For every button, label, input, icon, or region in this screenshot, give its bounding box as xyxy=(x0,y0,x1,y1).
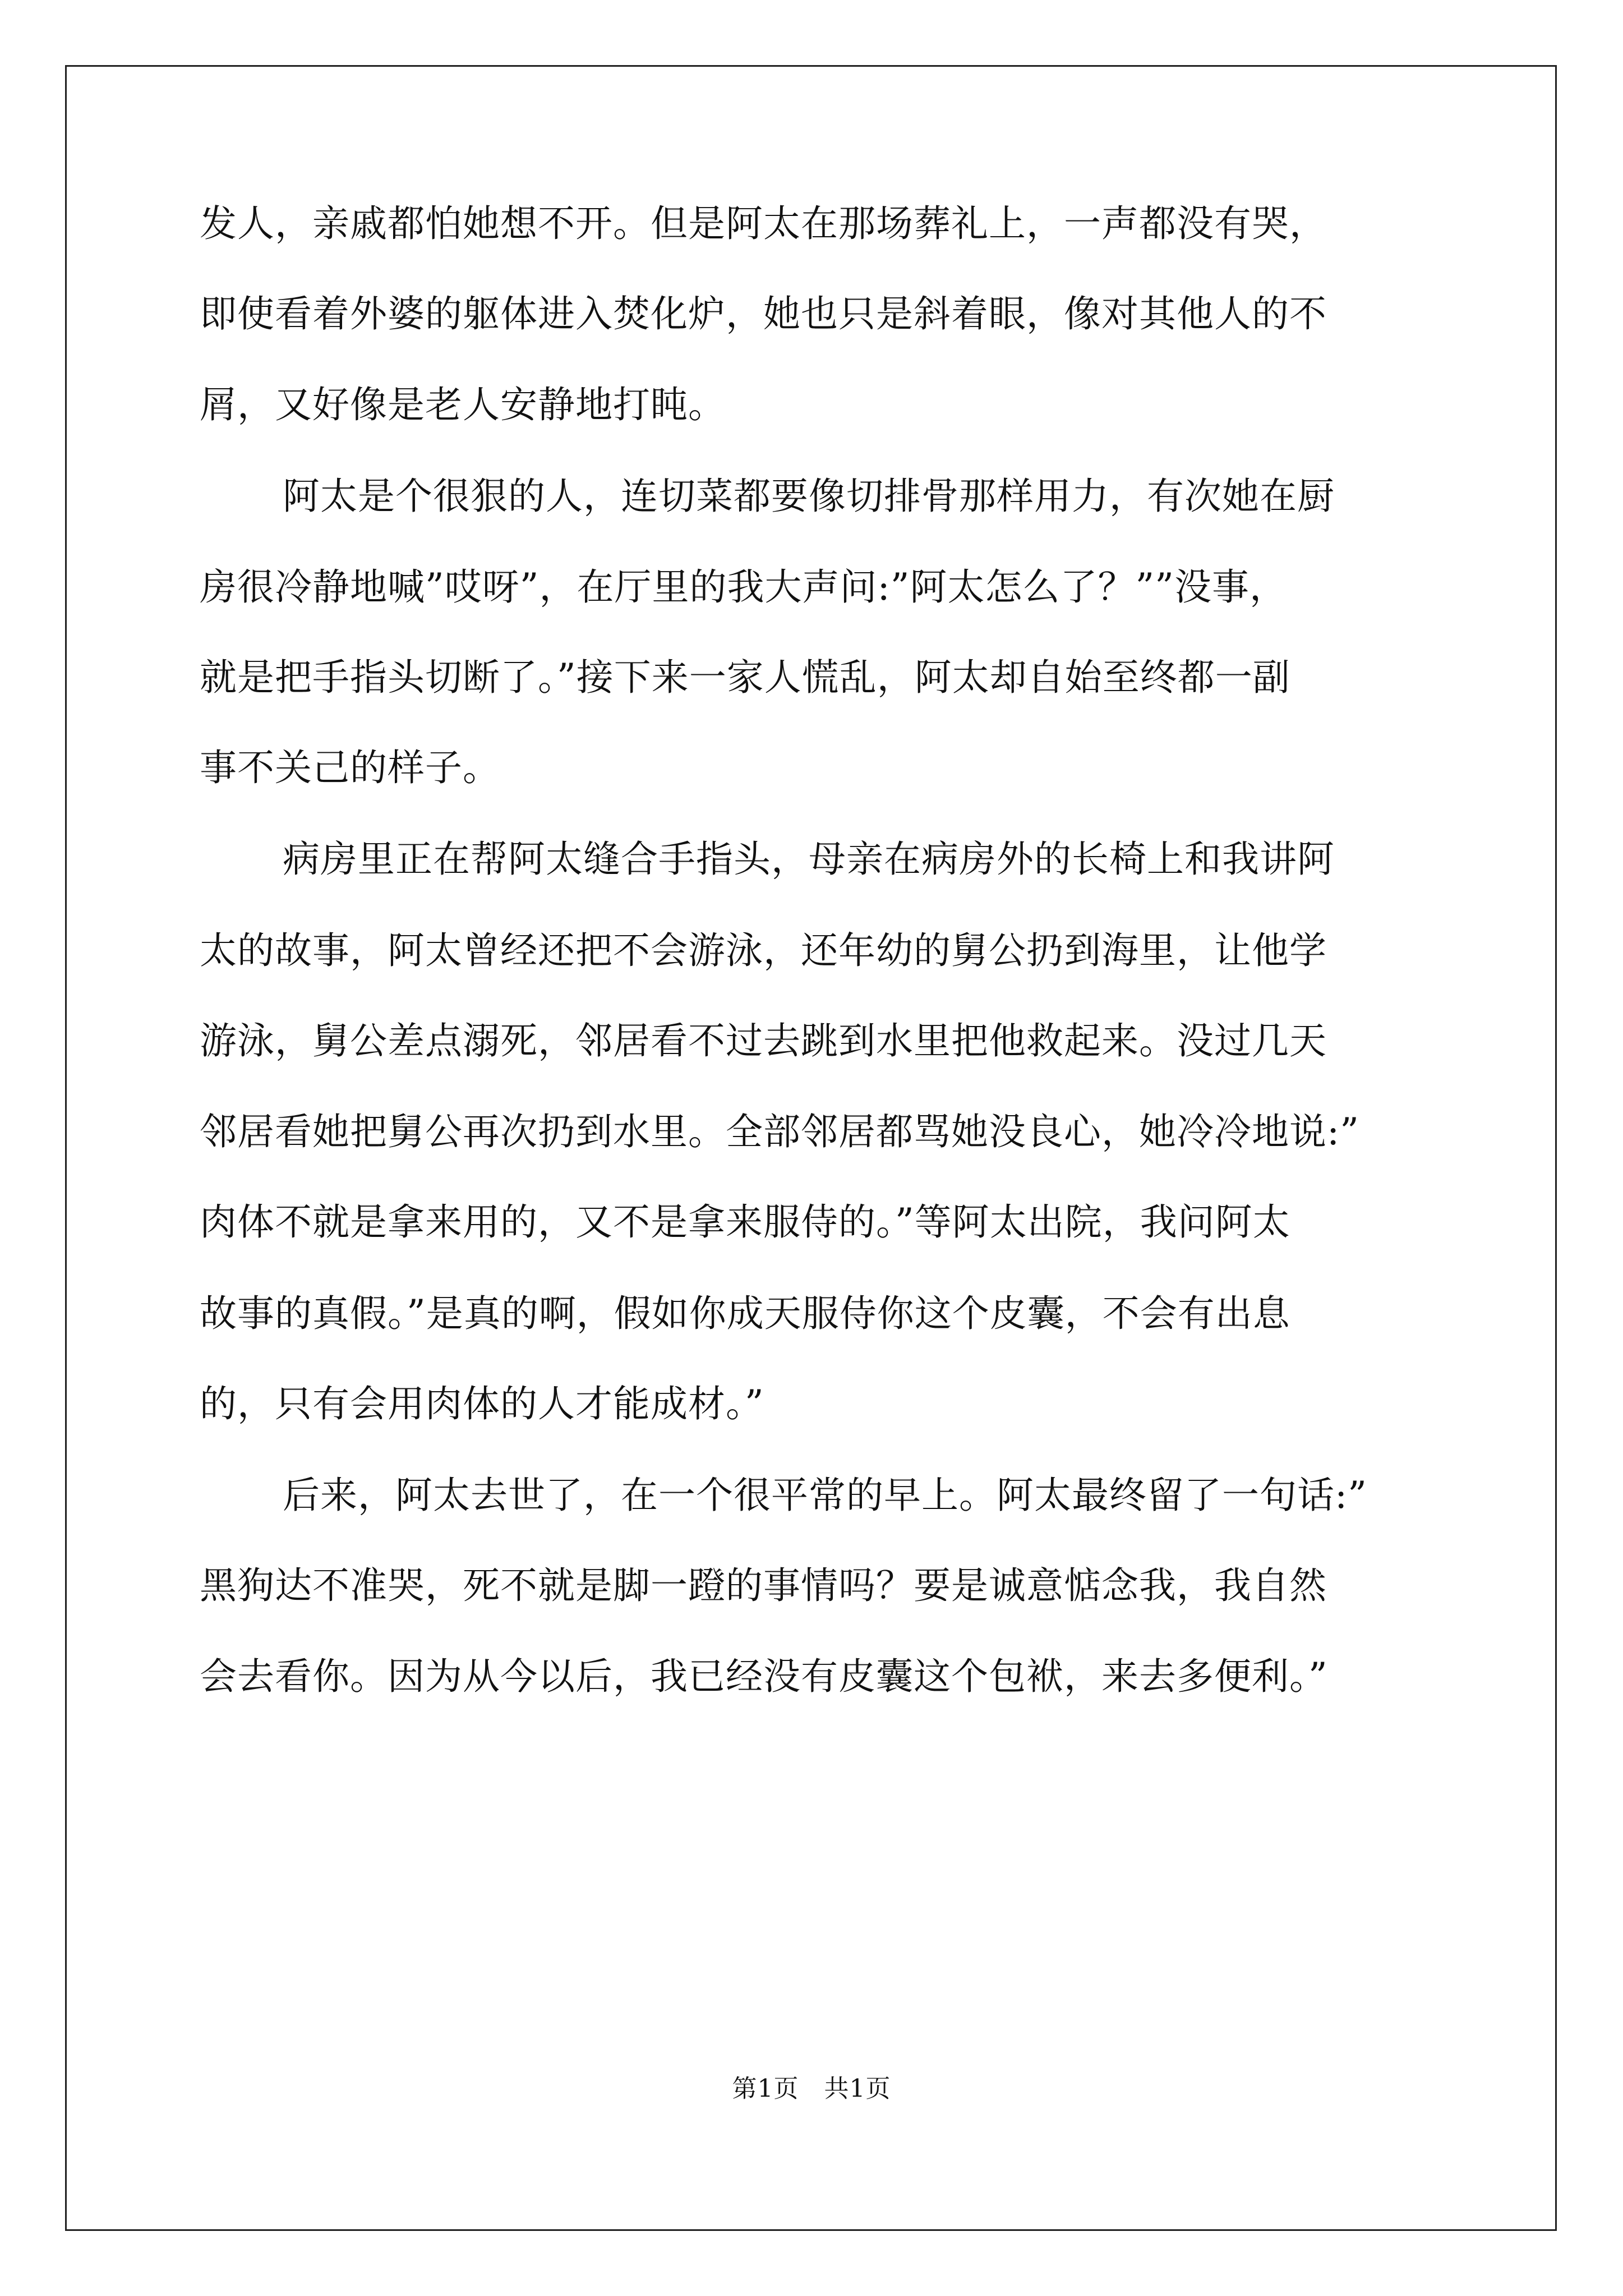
page-number: 第1页 共1页 xyxy=(732,2074,891,2103)
text-line: 黑狗达不准哭，死不就是脚一蹬的事情吗？要是诚意惦念我，我自然 xyxy=(200,1564,1327,1607)
text-line: 发人，亲戚都怕她想不开。但是阿太在那场葬礼上，一声都没有哭， xyxy=(200,202,1327,245)
paragraph-first-line: 阿太是个很狠的人，连切菜都要像切排骨那样用力，有次她在厨 xyxy=(283,475,1335,518)
text-line: 故事的真假。”是真的啊，假如你成天服侍你这个皮囊，不会有出息 xyxy=(200,1292,1290,1335)
text-line: 肉体不就是拿来用的，又不是拿来服侍的。”等阿太出院，我问阿太 xyxy=(200,1200,1290,1244)
text-line: 房很冷静地喊”哎呀”，在厅里的我大声问:”阿太怎么了？””没事， xyxy=(200,565,1287,609)
paragraph-first-line: 后来，阿太去世了，在一个很平常的早上。阿太最终留了一句话:” xyxy=(283,1474,1367,1517)
text-line: 邻居看她把舅公再次扔到水里。全部邻居都骂她没良心，她冷冷地说:” xyxy=(200,1110,1359,1153)
text-line: 事不关己的样子。 xyxy=(200,746,500,789)
text-line: 游泳，舅公差点溺死，邻居看不过去跳到水里把他救起来。没过几天 xyxy=(200,1019,1327,1062)
text-line: 会去看你。因为从今以后，我已经没有皮囊这个包袱，来去多便利。” xyxy=(200,1655,1328,1698)
text-line: 就是把手指头切断了。”接下来一家人慌乱，阿太却自始至终都一副 xyxy=(200,656,1290,699)
text-line: 太的故事，阿太曾经还把不会游泳，还年幼的舅公扔到海里，让他学 xyxy=(200,929,1327,972)
text-line: 的，只有会用肉体的人才能成材。” xyxy=(200,1382,764,1425)
paragraph-first-line: 病房里正在帮阿太缝合手指头，母亲在病房外的长椅上和我讲阿 xyxy=(283,838,1335,881)
text-line: 即使看着外婆的躯体进入焚化炉，她也只是斜着眼，像对其他人的不 xyxy=(200,292,1327,335)
text-line: 屑，又好像是老人安静地打盹。 xyxy=(200,383,726,426)
